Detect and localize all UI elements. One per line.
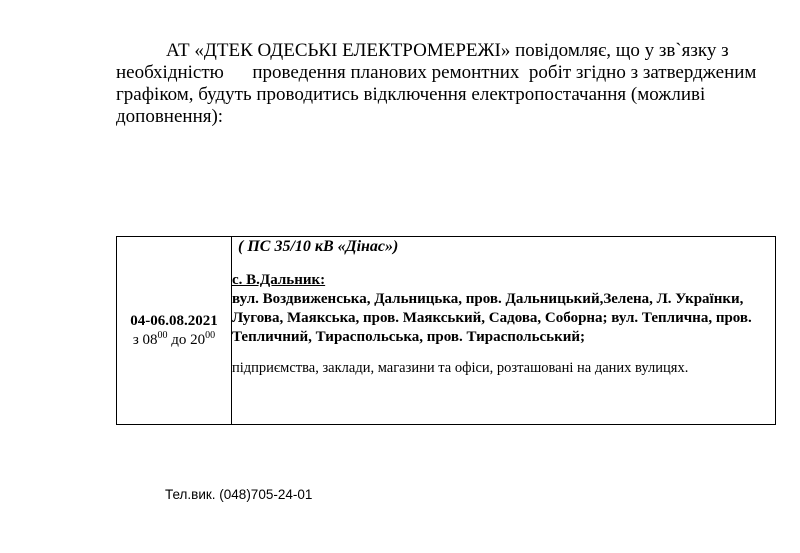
table-row	[117, 237, 776, 425]
substation-name: ( ПС 35/10 кВ «Дінас»)	[238, 238, 399, 255]
time-to: до 20	[167, 331, 206, 348]
time-range	[117, 331, 231, 350]
notice-line-4: доповнення):	[116, 106, 224, 127]
date-cell	[117, 237, 232, 425]
notice-line-2: необхідністю проведення планових ремонтних робіт згідно з затвердженим	[116, 62, 757, 83]
time-to-minutes: 00	[205, 329, 216, 341]
time-from: з 08	[132, 331, 158, 348]
info-cell	[232, 237, 776, 425]
street-list: вул. Воздвиженська, Дальницька, пров. Дальницький,Зелена, Л. Українки, Лугова, Маякська, пров. Маякський, Садова, Соборна; вул. Теплична, пров. Тепличний, Тираспольська, пров. Тираспольський;	[232, 291, 752, 345]
time-from-minutes: 00	[157, 329, 168, 341]
notice-line-1: АТ «ДТЕК ОДЕСЬКІ ЕЛЕКТРОМЕРЕЖІ» повідомляє, що у зв`язку з	[166, 40, 729, 61]
village-name: с. В.Дальник:	[232, 272, 326, 288]
note-text: підприємства, заклади, магазини та офіси, розташовані на даних вулицях.	[232, 360, 689, 376]
contact-phone: Тел.вик. (048)705-24-01	[165, 487, 313, 502]
notice-text	[116, 40, 776, 128]
notice-line-3: графіком, будуть проводитись відключення електропостачання (можливі	[116, 84, 706, 105]
outage-schedule-table	[116, 236, 776, 425]
date-range: 04-06.08.2021	[130, 312, 218, 329]
